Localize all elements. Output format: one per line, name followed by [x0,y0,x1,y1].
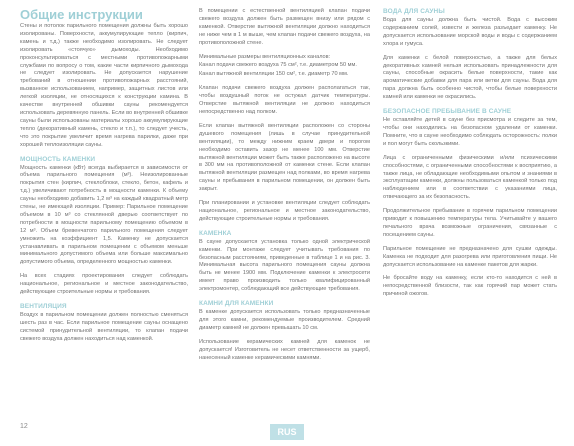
paragraph: Мощность каменки (кВт) всегда выбирается в зависимости от объема парильного помещения (м³). Неизолированные покрытия стен (кирпич, стеклоблоки, стекло, бетон, кафель и т.д.) увеличивают потребность в мощности каменки. К объему сауны необходимо добавить 1,2 м³ на каждый квадратный метр стены, не имеющей изоляции. Пример: Парильное помещение объемом в 10 м³ со стеклянной дверью соответствует по потребности в мощности парильному помещению объемом в 12 м³. Объем бревенчатого парильного помещения следует умножить на коэффициент 1,5. Каменку не допускается устанавливать в парильном помещении с объемом меньше минимального допустимого объема или больше максимально допустимого объема, определенного мощностью каменки. [20,164,188,266]
page-number: 12 [20,423,28,430]
subheading-heater-power: МОЩНОСТЬ КАМЕНКИ [20,155,96,163]
paragraph: Канал вытяжной вентиляции 150 см², т.е. диаметр 70 мм. [199,71,349,78]
paragraph: Стены и потолок парильного помещения должны быть хорошо изолированы. Поверхности, аккумулирующие тепло (кирпич, камень и т.д.) также необходимо изолировать. Не следует изолировать «стоячую» дымоходы. Необходимо проконсультироваться с местными противопожарными службами по вопросу о том, какие части кирпичного дымохода не следует изолировать. Не допускается нарушение требований в отношении противопожарных расстояний, вызванное использованием, например, защитных листов или легкой изоляции, не относящихся к конструкции камина. В качестве внутренней обшивки сауны рекомендуется использовать деревянную панель. Если во внутренней обшивке сауны были использованы материалы хорошо аккумулирующие тепло (декоративный камень, стекло и т.п.), то следует учесть, что это покрытие увеличит время нагрева парилки, даже при хорошей теплоизоляции сауны. [20,23,188,148]
paragraph: Воздух в парильном помещении должен полностью сменяться шесть раз в час. Если парильное помещение сауны оснащено системой принудительной вентиляции, то клапан подачи свежего воздуха должен находиться над каменкой. [20,312,188,342]
paragraph: Использование керамических камней для каменок не допускается! Изготовитель не несет ответственности за ущерб, нанесенный каменке керамическими камнями. [199,338,370,361]
paragraph: Лица с ограниченными физическими и/или психическими способностями, с ограниченными способностями к восприятию, а также лица, не обладающие необходимыми опытом и знаниями в эксплуатации каменки, должны пользоваться каменкой только под наблюдением или в соответствии с указаниями лица, отвечающего за их безопасность. [383,154,557,201]
paragraph: При планировании и установке вентиляции следует соблюдать национальное, региональное и местное законодательство, действующие строительные нормы и требования. [199,200,370,222]
paragraph: Минимальные размеры вентиляционных каналов: [199,53,331,60]
paragraph: На всех стадиях проектирования следует соблюдать национальное, региональное и местное законодательство, действующие строительные нормы и требования. [20,273,188,296]
paragraph: Клапан подачи свежего воздуха должен располагаться так, чтобы воздушный поток не остужал датчик температуры. Отверстие вытяжной вентиляции не должно находиться непосредственно над полком. [199,85,370,115]
paragraph: Для каменки с белой поверхностью, а также для белых декоративных камней нельзя использовать принадлежности для сауны, способные окрасить белые поверхности, такие как ароматические добавки для пара или ветки для сауны. Вода для пара должна быть особенно чистой, чтобы белые поверхности камней или каменки не окрасились. [383,54,557,101]
paragraph: Если клапан вытяжной вентиляции расположен со стороны душевого помещения (лишь в случае принудительной вентиляции), то между нижним краем двери и порогом необходимо оставить зазор не менее 100 мм. Отверстие вытяжной вентиляции может быть также расположено на высоте в 300 мм на противоположной от каменки стене. Если клапан вытяжной вентиляции размещен над полками, во время нагрева сауны и пребывания в парильном помещении, он должен быть закрыт. [199,122,370,193]
section-title: Общие инструкции [20,7,143,22]
paragraph: Не бросайте воду на каменку, если кто-то находится с ней в непосредственной близости, так как горячий пар может стать причиной ожогов. [383,275,557,298]
subheading-safety: БЕЗОПАСНОЕ ПРЕБЫВАНИЕ В САУНЕ [383,108,512,116]
paragraph: В помещении с естественной вентиляцией клапан подачи свежего воздуха должен быть размещен внизу или рядом с каменкой. Отверстие вытяжной вентиляции должно находиться не ниже чем в 1 м выше, чем клапан подачи свежего воздуха, на противоположной стене. [199,8,370,46]
column-1 [20,8,188,350]
paragraph: Парильное помещение не предназначено для сушки одежды. Каменка не подходит для разогрева или приготовления пищи. Не допускается использование на каменке пакетов для жарки. [383,245,557,268]
subheading-ventilation: ВЕНТИЛЯЦИЯ [20,303,67,310]
subheading-sauna-water: ВОДА ДЛЯ САУНЫ [383,8,445,15]
column-3 [383,8,557,305]
paragraph: Не оставляйте детей в сауне без присмотра и следите за тем, чтобы они находились на безопасном удалении от каменки. Помните, что в сауне необходимо соблюдать осторожность: полки и пол могут быть скользкими. [383,117,557,147]
subheading-heater: КАМЕНКА [199,229,232,237]
paragraph: В каменке допускается использовать только предназначенные для этого камни, рекомендуемые производителем. Средний диаметр камней не должен превышать 10 см. [199,309,370,331]
paragraph: Канал подачи свежего воздуха 75 см², т.е. диаметром 50 мм. [199,62,357,69]
subheading-heater-stones: КАМНИ ДЛЯ КАМЕНКИ [199,300,274,308]
paragraph: Вода для сауны должна быть чистой. Вода с высоким содержанием солей, извести и железа разъедает каменку. Не допускается использование морской воды и воды с содержанием хлора и гумуса. [383,17,557,47]
paragraph: Продолжительное пребывание в горячем парильном помещении приводит к повышению температуры тела. Учитывайте у вашего печального врача возможные ограничения, связанные с посещением сауны. [383,208,557,238]
paragraph: В сауне допускается установка только одной электрической каменки. При монтаже следует учитывать требования по безопасным расстояниям, приведенные в таблице 1 и на рис. 3. Минимальная высота парильного помещения сауны должна быть не менее 1900 мм. Подключение каменки к электросети имеет право производить только квалифицированный электромонтер, соблюдающий все действующие требования. [199,238,370,293]
column-2 [199,8,370,369]
language-badge: RUS [270,424,304,440]
